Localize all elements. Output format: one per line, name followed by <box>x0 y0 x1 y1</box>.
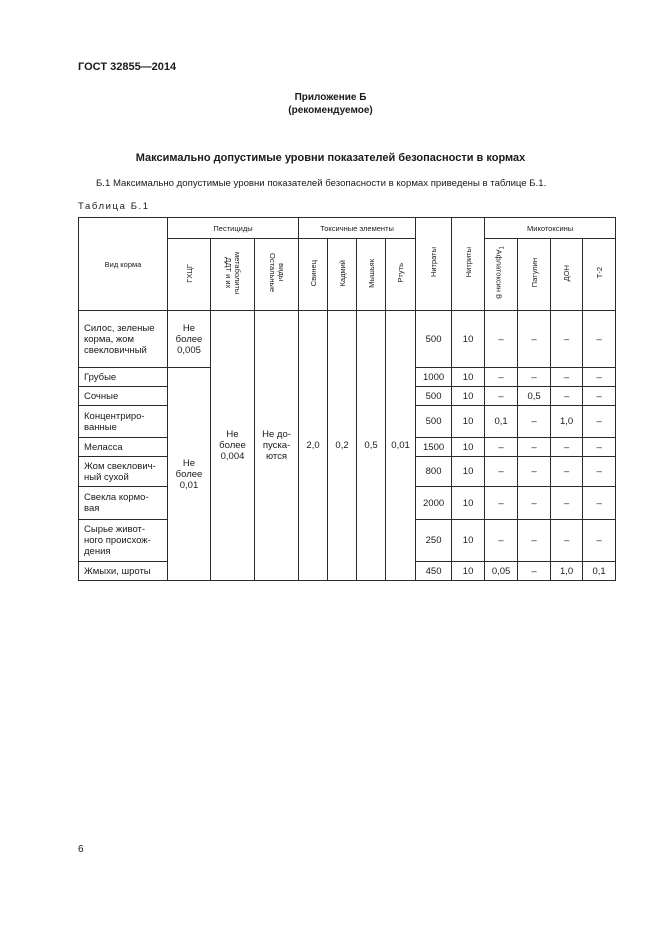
cell-line: ванные <box>84 421 117 433</box>
header-mercury-label: Ртуть <box>396 263 406 283</box>
cell-nitrates: 500 <box>416 311 452 368</box>
header-cadmium-label: Кадмий <box>337 259 347 287</box>
intro-paragraph: Б.1 Максимально допустимые уровни показателей безопасности в кормах приведены в таблице Б.1. <box>96 178 547 189</box>
cell-line: 0,005 <box>177 344 201 356</box>
cell-patulin: – <box>518 368 551 387</box>
cell-line: ного происхож- <box>84 535 151 546</box>
table-caption: Таблица Б.1 <box>78 201 150 212</box>
cell-nitrites: 10 <box>452 562 485 581</box>
cell-don: – <box>551 520 583 562</box>
header-patulin <box>518 239 551 311</box>
cell-line: 0,004 <box>220 451 245 462</box>
cell-patulin: – <box>518 311 551 368</box>
cell-hch-silage <box>168 311 211 368</box>
cell-line: Меласса <box>84 441 123 453</box>
cell-nitrates: 500 <box>416 387 452 406</box>
cell-line: ются <box>265 451 288 462</box>
header-other-line2: виды <box>276 264 286 282</box>
cell-nitrites: 10 <box>452 520 485 562</box>
cell-feed-name <box>79 311 168 368</box>
cell-feed-name <box>79 457 168 487</box>
cell-feed-name <box>79 487 168 520</box>
cell-aflatoxin: 0,1 <box>485 406 518 438</box>
table-row <box>79 311 616 368</box>
header-aflatoxin-label <box>495 246 507 299</box>
cell-t2: – <box>583 406 616 438</box>
cell-feed-name <box>79 387 168 406</box>
header-aflatoxin-text: Афлатоксин В <box>495 249 505 300</box>
cell-nitrates: 500 <box>416 406 452 438</box>
cell-patulin: – <box>518 438 551 457</box>
header-arsenic <box>357 239 386 311</box>
cell-line: пуска- <box>262 440 291 451</box>
cell-line: Не <box>182 322 196 334</box>
cell-t2: – <box>583 520 616 562</box>
header-other-label <box>268 253 286 292</box>
cell-nitrates: 1000 <box>416 368 452 387</box>
cell-nitrates: 250 <box>416 520 452 562</box>
cell-patulin: – <box>518 457 551 487</box>
header-row-groups <box>79 218 616 239</box>
cell-line: Не <box>226 429 239 440</box>
safety-limits-table <box>78 217 616 581</box>
cell-patulin: 0,5 <box>518 387 551 406</box>
header-arsenic-label: Мышьяк <box>366 258 376 288</box>
cell-aflatoxin: 0,05 <box>485 562 518 581</box>
cell-line: Сочные <box>84 390 119 402</box>
cell-don: – <box>551 368 583 387</box>
header-don <box>551 239 583 311</box>
header-ddt-line2: метаболиты <box>232 251 242 295</box>
header-ddt <box>211 239 255 311</box>
header-other-species <box>255 239 299 311</box>
cell-line: Сырье живот- <box>84 524 146 535</box>
header-aflatoxin-subscript: 1 <box>498 246 506 250</box>
standard-number: ГОСТ 32855—2014 <box>78 61 177 73</box>
header-nitrates-label: Нитраты <box>429 247 439 278</box>
cell-line: корма, жом <box>84 333 135 345</box>
cell-aflatoxin: – <box>485 368 518 387</box>
cell-feed-name <box>79 562 168 581</box>
cell-line: Жом свеклович- <box>84 460 156 472</box>
header-ddt-line1: ДДТ и их <box>223 257 233 289</box>
header-ddt-label <box>224 252 242 294</box>
cell-feed-name <box>79 406 168 438</box>
cell-line: свекловичный <box>84 344 147 356</box>
header-other-line1: Остальные <box>267 253 277 293</box>
annex-status: (рекомендуемое) <box>288 105 373 116</box>
cell-don: – <box>551 311 583 368</box>
cell-line: более <box>175 333 203 345</box>
cell-line: ный сухой <box>84 471 129 483</box>
header-nitrates <box>416 218 452 311</box>
cell-nitrites: 10 <box>452 406 485 438</box>
cell-don: 1,0 <box>551 406 583 438</box>
header-hch-label: ГХЦГ <box>184 263 194 283</box>
cell-lead: 2,0 <box>299 311 328 581</box>
cell-t2: – <box>583 487 616 520</box>
cell-t2: 0,1 <box>583 562 616 581</box>
header-t2-label: Т-2 <box>594 267 604 279</box>
cell-aflatoxin: – <box>485 457 518 487</box>
header-toxic-elements: Токсичные элементы <box>299 218 416 239</box>
header-hch <box>168 239 211 311</box>
cell-nitrites: 10 <box>452 487 485 520</box>
header-nitrites <box>452 218 485 311</box>
cell-arsenic: 0,5 <box>357 311 386 581</box>
cell-t2: – <box>583 368 616 387</box>
cell-cadmium: 0,2 <box>328 311 357 581</box>
header-nitrites-label: Нитриты <box>463 247 473 278</box>
cell-nitrates: 800 <box>416 457 452 487</box>
cell-line: Грубые <box>84 371 117 383</box>
cell-aflatoxin: – <box>485 438 518 457</box>
cell-hch-rest <box>168 368 211 581</box>
cell-feed-name <box>79 368 168 387</box>
cell-t2: – <box>583 387 616 406</box>
cell-don: – <box>551 487 583 520</box>
header-aflatoxin <box>485 239 518 311</box>
cell-line: Силос, зеленые <box>84 322 155 334</box>
cell-aflatoxin: – <box>485 487 518 520</box>
header-mercury <box>386 239 416 311</box>
header-don-label: ДОН <box>562 264 572 282</box>
cell-nitrites: 10 <box>452 387 485 406</box>
cell-line: 0,01 <box>179 479 199 491</box>
cell-t2: – <box>583 311 616 368</box>
cell-line: Не <box>182 457 196 469</box>
cell-line: Концентриро- <box>84 410 145 422</box>
cell-don: – <box>551 387 583 406</box>
annex-title <box>0 91 661 117</box>
cell-t2: – <box>583 438 616 457</box>
page-number: 6 <box>78 844 84 855</box>
cell-other-species <box>255 311 299 581</box>
cell-feed-name <box>79 520 168 562</box>
header-patulin-label: Патулин <box>529 258 539 288</box>
cell-nitrates: 1500 <box>416 438 452 457</box>
cell-patulin: – <box>518 520 551 562</box>
cell-line: вая <box>84 503 100 514</box>
cell-line: Не до- <box>262 429 291 440</box>
cell-nitrites: 10 <box>452 457 485 487</box>
annex-name: Приложение Б <box>294 92 367 103</box>
cell-patulin: – <box>518 562 551 581</box>
header-t2 <box>583 239 616 311</box>
cell-line: дения <box>84 546 111 557</box>
cell-line: более <box>175 468 203 480</box>
cell-nitrates: 450 <box>416 562 452 581</box>
section-heading: Максимально допустимые уровни показателей безопасности в кормах <box>135 152 526 164</box>
cell-nitrites: 10 <box>452 311 485 368</box>
header-lead <box>299 239 328 311</box>
cell-don: 1,0 <box>551 562 583 581</box>
header-feed-type: Вид корма <box>79 218 168 311</box>
header-cadmium <box>328 239 357 311</box>
cell-aflatoxin: – <box>485 311 518 368</box>
cell-aflatoxin: – <box>485 387 518 406</box>
cell-line: Свекла кормо- <box>84 492 149 503</box>
cell-line: Жмыхи, шроты <box>84 565 151 577</box>
cell-aflatoxin: – <box>485 520 518 562</box>
cell-nitrites: 10 <box>452 438 485 457</box>
cell-patulin: – <box>518 406 551 438</box>
cell-ddt <box>211 311 255 581</box>
cell-feed-name <box>79 438 168 457</box>
cell-t2: – <box>583 457 616 487</box>
header-pesticides: Пестициды <box>168 218 299 239</box>
cell-don: – <box>551 438 583 457</box>
cell-line: более <box>219 440 246 451</box>
cell-nitrites: 10 <box>452 368 485 387</box>
header-lead-label: Свинец <box>308 259 318 287</box>
cell-nitrates: 2000 <box>416 487 452 520</box>
header-mycotoxins: Микотоксины <box>485 218 616 239</box>
cell-don: – <box>551 457 583 487</box>
cell-mercury: 0,01 <box>386 311 416 581</box>
cell-patulin: – <box>518 487 551 520</box>
